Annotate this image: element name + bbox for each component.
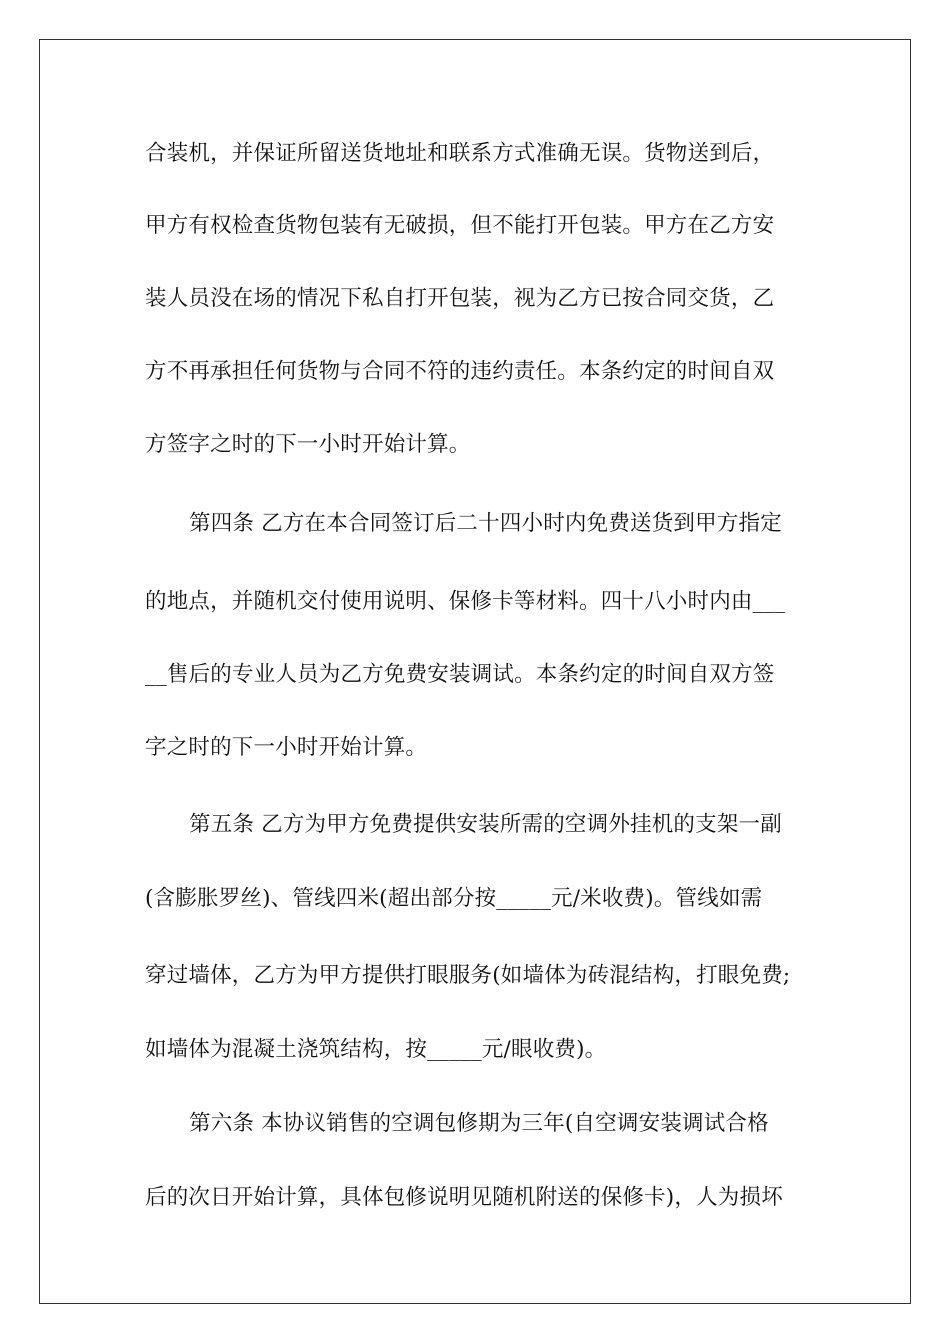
body-text-line: (含膨胀罗丝)、管线四米(超出部分按_____元/米收费)。管线如需 — [145, 886, 763, 911]
body-text-line: 如墙体为混凝土浇筑结构，按_____元/眼收费)。 — [145, 1037, 607, 1062]
body-text-line: 的地点，并随机交付使用说明、保修卡等材料。四十八小时内由___ — [145, 589, 786, 614]
clause-5-heading-line: 第五条 乙方为甲方免费提供安装所需的空调外挂机的支架一副 — [189, 812, 782, 837]
clause-6-heading-line: 第六条 本协议销售的空调包修期为三年(自空调安装调试合格 — [189, 1111, 769, 1136]
body-text-line: 字之时的下一小时开始计算。 — [145, 735, 428, 760]
body-text-line: 穿过墙体，乙方为甲方提供打眼服务(如墙体为砖混结构，打眼免费; — [145, 963, 791, 988]
clause-4-heading-line: 第四条 乙方在本合同签订后二十四小时内免费送货到甲方指定 — [189, 511, 782, 536]
body-text-line: 甲方有权检查货物包装有无破损，但不能打开包装。甲方在乙方安 — [145, 213, 775, 238]
body-text-line: 方不再承担任何货物与合同不符的违约责任。本条约定的时间自双 — [145, 359, 775, 384]
body-text-line: __售后的专业人员为乙方免费安装调试。本条约定的时间自双方签 — [145, 662, 775, 687]
body-text-line: 装人员没在场的情况下私自打开包装，视为乙方已按合同交货，乙 — [145, 286, 775, 311]
body-text-line: 合装机，并保证所留送货地址和联系方式准确无误。货物送到后， — [145, 141, 775, 166]
body-text-line: 方签字之时的下一小时开始计算。 — [145, 432, 471, 457]
body-text-line: 后的次日开始计算，具体包修说明见随机附送的保修卡)，人为损坏 — [145, 1185, 783, 1210]
